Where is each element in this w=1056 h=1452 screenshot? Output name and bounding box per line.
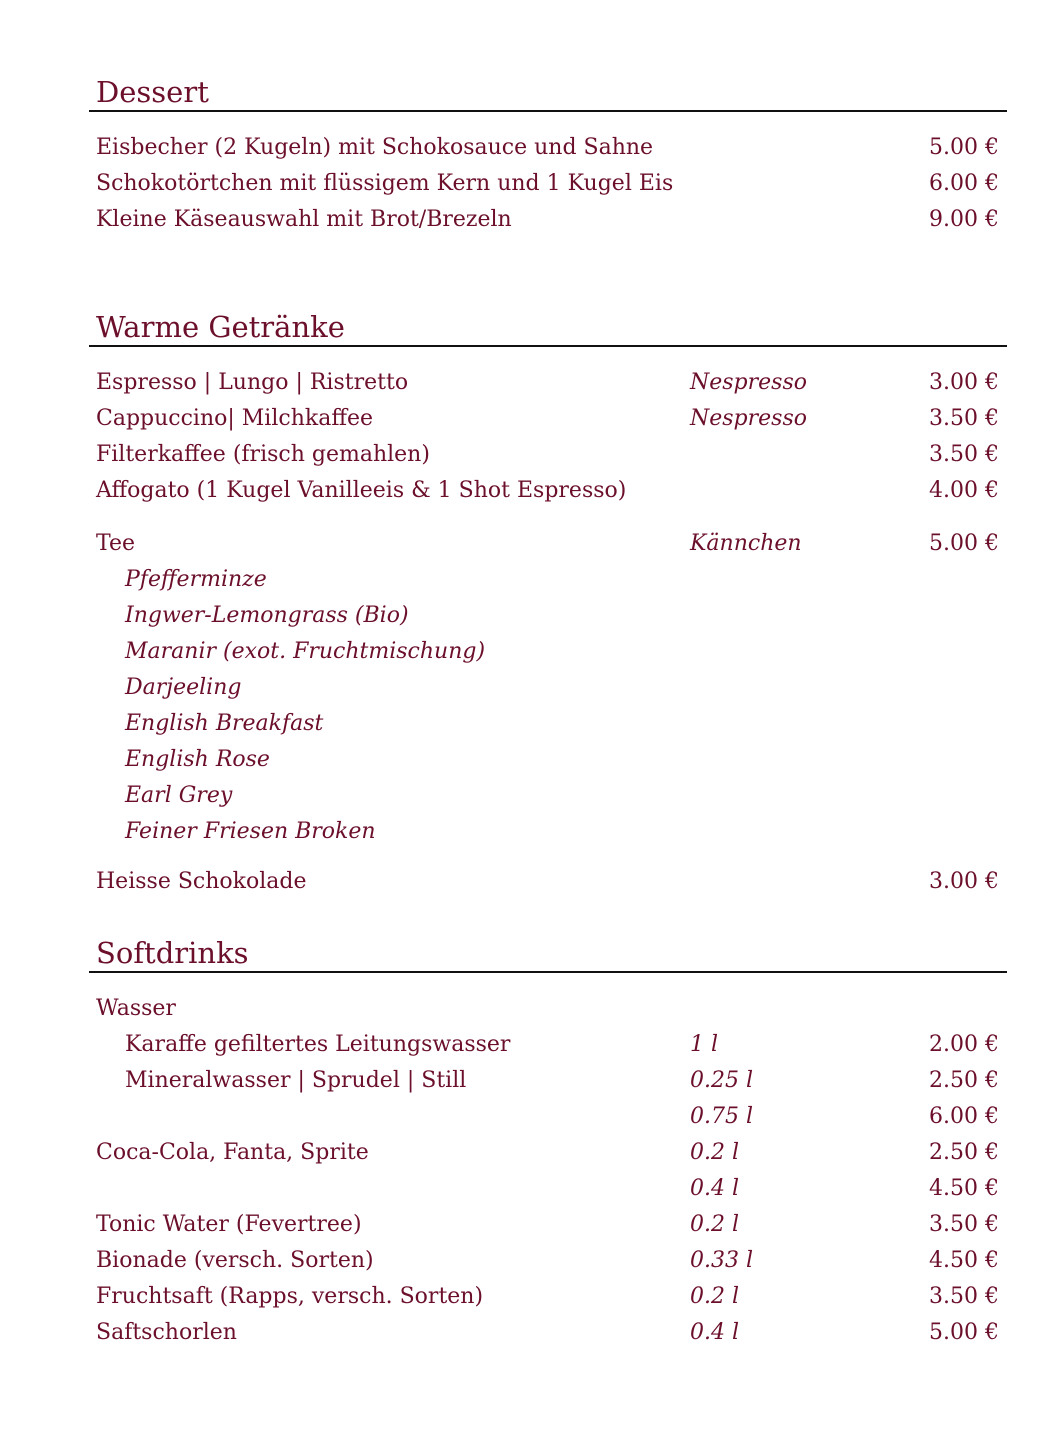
item-name: Eisbecher (2 Kugeln) mit Schokosauce und Sahne bbox=[96, 135, 654, 160]
item-price: 3.50 € bbox=[929, 1212, 999, 1237]
item-name: Heisse Schokolade bbox=[96, 869, 307, 894]
item-price: 3.00 € bbox=[929, 370, 999, 395]
tea-variety bbox=[0, 814, 1056, 850]
item-price: 3.00 € bbox=[929, 869, 999, 894]
item-price: 6.00 € bbox=[929, 171, 999, 196]
menu-item bbox=[0, 1027, 1056, 1063]
menu-item bbox=[0, 365, 1056, 401]
item-note: 0.2 l bbox=[690, 1140, 740, 1165]
section-divider bbox=[89, 345, 1007, 347]
item-name: Cappuccino| Milchkaffee bbox=[96, 406, 373, 431]
section-divider bbox=[89, 971, 1007, 973]
menu-item bbox=[0, 1207, 1056, 1243]
menu-item bbox=[0, 1279, 1056, 1315]
menu-item bbox=[0, 166, 1056, 202]
item-price: 9.00 € bbox=[929, 207, 999, 232]
menu-item bbox=[0, 1063, 1056, 1099]
item-note: 0.2 l bbox=[690, 1212, 740, 1237]
item-name: Tee bbox=[96, 531, 136, 556]
item-price: 4.50 € bbox=[929, 1248, 999, 1273]
item-name: Fruchtsaft (Rapps, versch. Sorten) bbox=[96, 1284, 484, 1309]
tea-variety-name: Feiner Friesen Broken bbox=[125, 819, 376, 844]
menu-item bbox=[0, 864, 1056, 900]
item-price: 5.00 € bbox=[929, 1320, 999, 1345]
item-name: Mineralwasser | Sprudel | Still bbox=[125, 1068, 467, 1093]
section-title-softdrinks: Softdrinks bbox=[96, 936, 249, 970]
item-note: Kännchen bbox=[690, 531, 802, 556]
item-name: Filterkaffee (frisch gemahlen) bbox=[96, 442, 430, 467]
item-note: 1 l bbox=[690, 1032, 719, 1057]
item-note: 0.33 l bbox=[690, 1248, 754, 1273]
tea-variety bbox=[0, 634, 1056, 670]
item-name: Saftschorlen bbox=[96, 1320, 237, 1345]
menu-item bbox=[0, 401, 1056, 437]
tea-variety bbox=[0, 598, 1056, 634]
menu-item-tea bbox=[0, 526, 1056, 562]
tea-variety-name: Maranir (exot. Fruchtmischung) bbox=[125, 639, 486, 664]
tea-variety bbox=[0, 742, 1056, 778]
item-name: Affogato (1 Kugel Vanilleeis & 1 Shot Espresso) bbox=[96, 478, 627, 503]
section-title-warm-drinks: Warme Getränke bbox=[96, 310, 345, 344]
menu-item bbox=[0, 1243, 1056, 1279]
item-note: 0.4 l bbox=[690, 1320, 740, 1345]
item-price: 2.50 € bbox=[929, 1068, 999, 1093]
item-name: Kleine Käseauswahl mit Brot/Brezeln bbox=[96, 207, 512, 232]
menu-item bbox=[0, 1315, 1056, 1351]
item-price: 3.50 € bbox=[929, 406, 999, 431]
menu-item bbox=[0, 1099, 1056, 1135]
item-name: Bionade (versch. Sorten) bbox=[96, 1248, 374, 1273]
menu-item bbox=[0, 130, 1056, 166]
item-note: Nespresso bbox=[690, 370, 808, 395]
tea-variety-name: Ingwer-Lemongrass (Bio) bbox=[125, 603, 409, 628]
item-name: Coca-Cola, Fanta, Sprite bbox=[96, 1140, 369, 1165]
tea-variety-name: Pfefferminze bbox=[125, 567, 267, 592]
menu-item bbox=[0, 1171, 1056, 1207]
tea-variety bbox=[0, 706, 1056, 742]
item-price: 6.00 € bbox=[929, 1104, 999, 1129]
menu-subheading-water bbox=[0, 991, 1056, 1027]
menu-item bbox=[0, 202, 1056, 238]
menu-item bbox=[0, 437, 1056, 473]
tea-variety bbox=[0, 670, 1056, 706]
item-name: Wasser bbox=[96, 996, 176, 1021]
item-name: Tonic Water (Fevertree) bbox=[96, 1212, 362, 1237]
item-price: 2.00 € bbox=[929, 1032, 999, 1057]
item-name: Schokotörtchen mit flüssigem Kern und 1 Kugel Eis bbox=[96, 171, 674, 196]
item-note: 0.4 l bbox=[690, 1176, 740, 1201]
item-name: Espresso | Lungo | Ristretto bbox=[96, 370, 409, 395]
item-name: Karaffe gefiltertes Leitungswasser bbox=[125, 1032, 511, 1057]
item-price: 3.50 € bbox=[929, 442, 999, 467]
item-price: 5.00 € bbox=[929, 135, 999, 160]
tea-variety bbox=[0, 778, 1056, 814]
item-note: 0.25 l bbox=[690, 1068, 754, 1093]
item-price: 4.50 € bbox=[929, 1176, 999, 1201]
tea-variety bbox=[0, 562, 1056, 598]
tea-variety-name: English Rose bbox=[125, 747, 270, 772]
section-divider bbox=[89, 110, 1007, 112]
menu-item bbox=[0, 1135, 1056, 1171]
item-price: 2.50 € bbox=[929, 1140, 999, 1165]
item-note: Nespresso bbox=[690, 406, 808, 431]
tea-variety-name: Darjeeling bbox=[125, 675, 242, 700]
section-title-dessert: Dessert bbox=[96, 75, 209, 109]
item-price: 3.50 € bbox=[929, 1284, 999, 1309]
item-price: 4.00 € bbox=[929, 478, 999, 503]
item-note: 0.75 l bbox=[690, 1104, 754, 1129]
tea-variety-name: Earl Grey bbox=[125, 783, 233, 808]
item-price: 5.00 € bbox=[929, 531, 999, 556]
tea-variety-name: English Breakfast bbox=[125, 711, 324, 736]
item-note: 0.2 l bbox=[690, 1284, 740, 1309]
menu-item bbox=[0, 473, 1056, 509]
